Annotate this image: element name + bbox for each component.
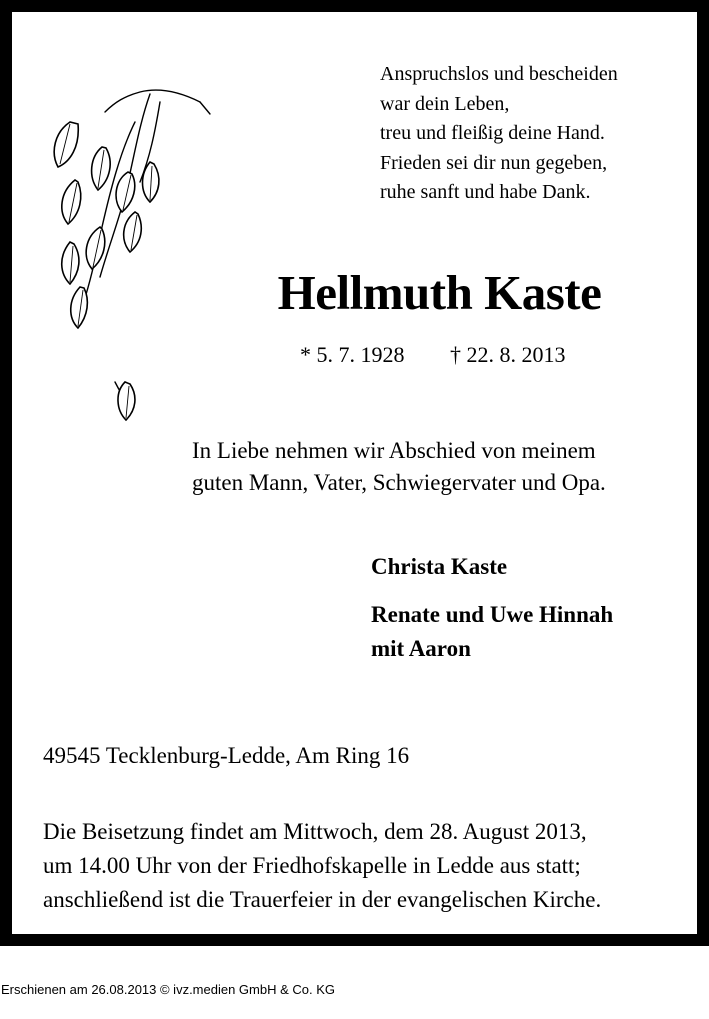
poem-line: Frieden sei dir nun gegeben, bbox=[380, 151, 608, 174]
farewell-line: In Liebe nehmen wir Abschied von meinem bbox=[192, 438, 596, 463]
funeral-line: anschließend ist die Trauerfeier in der evangelischen Kirche. bbox=[43, 887, 602, 912]
funeral-line: Die Beisetzung findet am Mittwoch, dem 28. August 2013, bbox=[43, 819, 587, 844]
birch-branch-icon bbox=[40, 62, 220, 442]
mourner-family-line: mit Aaron bbox=[371, 636, 471, 661]
farewell-text bbox=[192, 435, 606, 499]
deceased-name: Hellmuth Kaste bbox=[277, 265, 602, 320]
address: 49545 Tecklenburg-Ledde, Am Ring 16 bbox=[43, 743, 410, 768]
funeral-info bbox=[43, 815, 601, 917]
mourner-christa: Christa Kaste bbox=[371, 554, 508, 579]
funeral-line: um 14.00 Uhr von der Friedhofskapelle in Ledde aus statt; bbox=[43, 853, 581, 878]
mourner-family bbox=[371, 598, 613, 666]
poem bbox=[380, 60, 618, 208]
birth-date: * 5. 7. 1928 bbox=[300, 342, 405, 367]
farewell-line: guten Mann, Vater, Schwiegervater und Opa. bbox=[192, 470, 606, 495]
death-date: † 22. 8. 2013 bbox=[450, 342, 566, 367]
poem-line: Anspruchslos und bescheiden bbox=[380, 63, 618, 85]
poem-line: ruhe sanft und habe Dank. bbox=[380, 181, 591, 203]
mourner-family-line: Renate und Uwe Hinnah bbox=[371, 602, 614, 627]
mourners bbox=[371, 552, 613, 666]
poem-line: war dein Leben, bbox=[380, 92, 510, 115]
publication-footer: Erschienen am 26.08.2013 © ivz.medien GmbH & Co. KG bbox=[1, 982, 336, 997]
poem-line: treu und fleißig deine Hand. bbox=[380, 122, 605, 144]
